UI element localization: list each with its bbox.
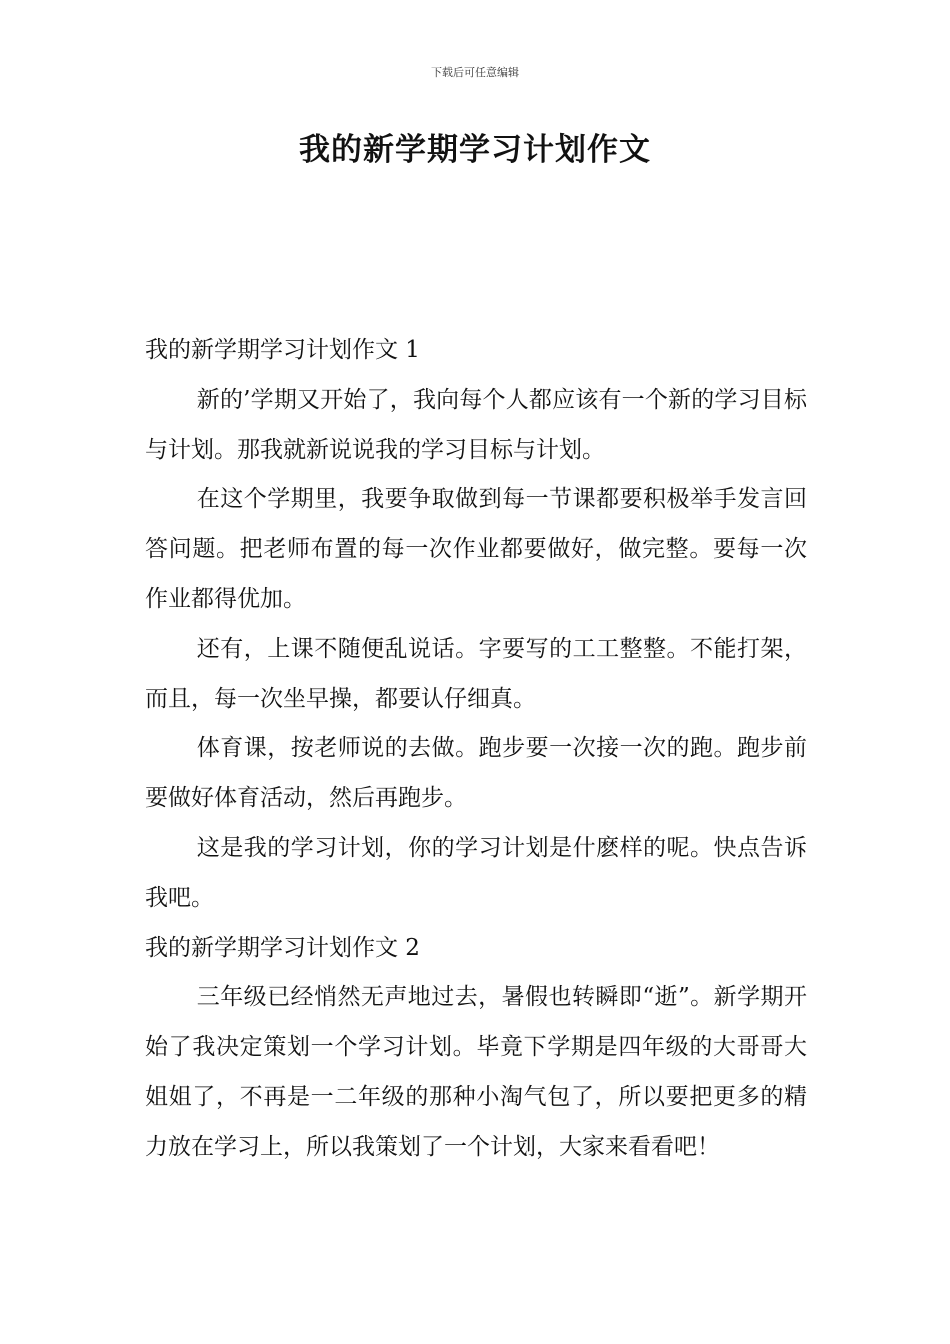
paragraph: 三年级已经悄然无声地过去，暑假也转瞬即“逝”。新学期开始了我决定策划一个学习计划。毕竟下学期是四年级的大哥哥大姐姐了，不再是一二年级的那种小淘气包了，所以要把更多的精力放在学习上，所以我策划了一个计划，大家来看看吧！ [145, 984, 807, 1160]
paragraph: 还有，上课不随便乱说话。字要写的工工整整。不能打架，而且，每一次坐早操，都要认仔细真。 [145, 635, 807, 712]
paragraph: 这是我的学习计划，你的学习计划是什麽样的呢。快点告诉我吧。 [145, 834, 807, 911]
paragraph: 在这个学期里，我要争取做到每一节课都要积极举手发言回答问题。把老师布置的每一次作业都要做好，做完整。要每一次作业都得优加。 [145, 486, 807, 612]
paragraph: 体育课，按老师说的去做。跑步要一次接一次的跑。跑步前要做好体育活动，然后再跑步。 [145, 735, 807, 812]
essay-section-2 [145, 924, 807, 1173]
section-heading: 我的新学期学习计划作文 2 [145, 934, 420, 961]
document-body [145, 326, 807, 1173]
essay-section-1 [145, 326, 807, 924]
document-title: 我的新学期学习计划作文 [299, 132, 651, 168]
header-note: 下载后可任意编辑 [431, 66, 519, 79]
paragraph: 新的’学期又开始了，我向每个人都应该有一个新的学习目标与计划。那我就新说说我的学习目标与计划。 [145, 386, 807, 463]
section-heading: 我的新学期学习计划作文 1 [145, 337, 420, 363]
